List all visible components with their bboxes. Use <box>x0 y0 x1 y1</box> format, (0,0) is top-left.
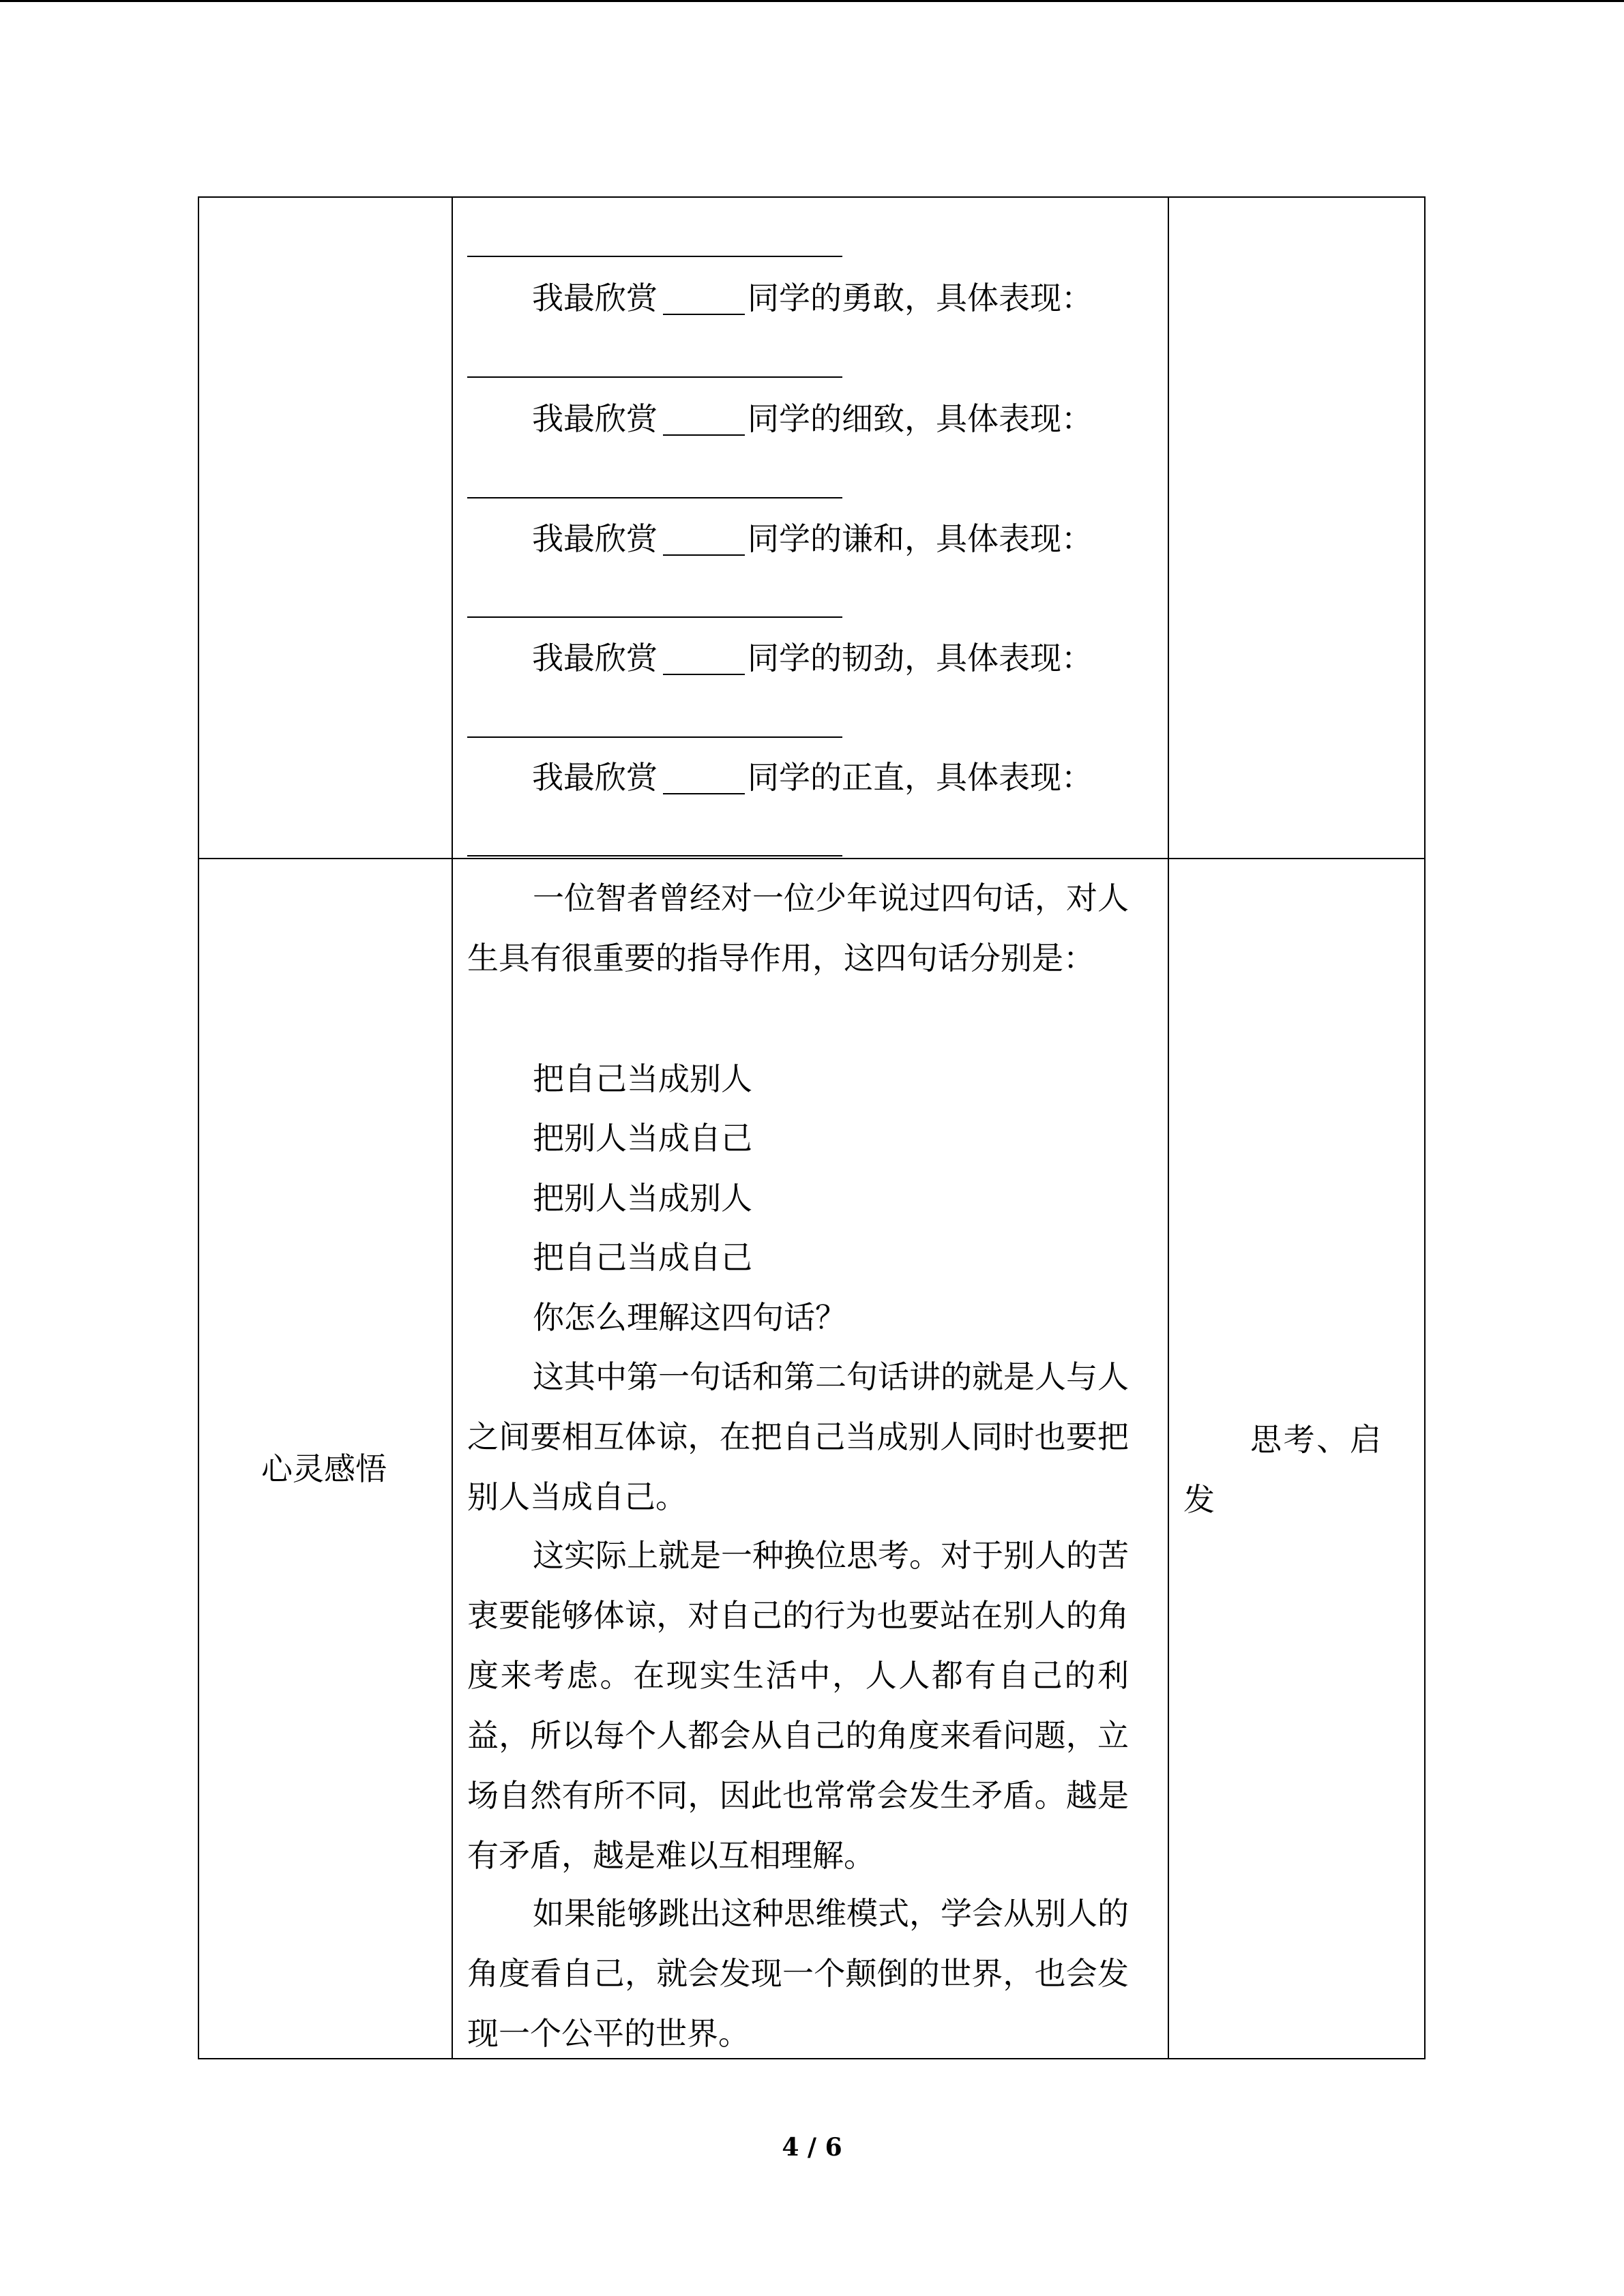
paragraph: 这实际上就是一种换位思考。对于别人的苦衷要能够体谅，对自己的行为也要站在别人的角度来考虑。在现实生活中，人人都有自己的利益，所以每个人都会从自己的角度来看问题，立场自然有所不同，因此也常常会发生矛盾。越是有矛盾，越是难以互相理解。 <box>467 1537 1129 1874</box>
item-suffix: 同学的勇敢，具体表现： <box>748 280 1093 316</box>
paragraph: 把别人当成别人 <box>533 1180 752 1217</box>
item-suffix: 同学的韧劲，具体表现： <box>748 640 1093 676</box>
item-suffix: 同学的谦和，具体表现： <box>748 520 1093 557</box>
item-prefix: 我最欣赏 <box>532 520 658 557</box>
item-suffix: 同学的正直，具体表现： <box>748 759 1093 796</box>
column-divider-2 <box>1168 198 1169 2058</box>
column-divider-1 <box>452 198 453 2058</box>
row-divider <box>199 858 1424 859</box>
item-prefix: 我最欣赏 <box>532 759 658 796</box>
paragraph: 一位智者曾经对一位少年说过四句话，对人生具有很重要的指导作用，这四句话分别是： <box>467 880 1129 976</box>
item-prefix: 我最欣赏 <box>532 400 658 437</box>
answer-line[interactable] <box>467 497 842 498</box>
answer-line[interactable] <box>467 256 842 257</box>
item-prefix: 我最欣赏 <box>532 280 658 316</box>
paragraph: 把别人当成自己 <box>533 1120 752 1157</box>
name-blank[interactable] <box>663 554 745 556</box>
name-blank[interactable] <box>663 314 745 315</box>
item-suffix: 同学的细致，具体表现： <box>748 400 1093 437</box>
name-blank[interactable] <box>663 674 745 675</box>
paragraph: 这其中第一句话和第二句话讲的就是人与人之间要相互体谅，在把自己当成别人同时也要把别人当成自己。 <box>467 1358 1129 1515</box>
paragraph: 你怎么理解这四句话？ <box>533 1299 846 1336</box>
answer-line[interactable] <box>467 616 842 618</box>
name-blank[interactable] <box>663 434 745 436</box>
answer-line[interactable] <box>467 736 842 738</box>
teacher-note: 思考、启发 <box>1183 1421 1381 1518</box>
paragraph: 把自己当成别人 <box>533 1060 752 1097</box>
answer-line[interactable] <box>467 376 842 378</box>
section-title: 心灵感悟 <box>261 1450 387 1487</box>
page-number: 4 / 6 <box>782 2133 842 2162</box>
answer-line[interactable] <box>467 855 842 856</box>
name-blank[interactable] <box>663 793 745 794</box>
paragraph: 如果能够跳出这种思维模式，学会从别人的角度看自己，就会发现一个颠倒的世界，也会发现一个公平的世界。 <box>467 1895 1129 2052</box>
page-top-border <box>0 0 1624 2</box>
paragraph: 把自己当成自己 <box>533 1239 752 1276</box>
item-prefix: 我最欣赏 <box>532 640 658 676</box>
